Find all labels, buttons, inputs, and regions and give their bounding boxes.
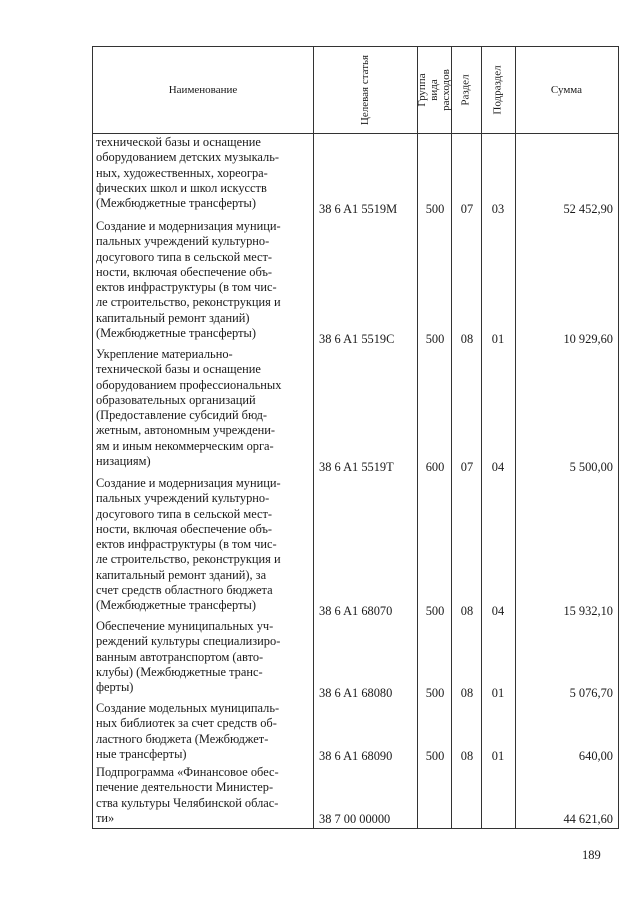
column-divider (451, 47, 452, 828)
row-target-article: 38 6 A1 5519C (319, 332, 395, 346)
page-number: 189 (582, 848, 601, 862)
column-divider (417, 47, 418, 828)
row-expense-group: 600 (425, 460, 445, 474)
row-sum: 10 929,60 (563, 332, 613, 346)
row-description: технической базы и оснащение оборудованием детских музыкаль- ных, художественных, хореогра- фических школ и школ искусств (Межбюджетные трансферты) (96, 135, 279, 211)
row-subsection: 04 (491, 460, 505, 474)
row-sum: 52 452,90 (563, 202, 613, 216)
row-sum: 15 932,10 (563, 604, 613, 618)
row-expense-group: 500 (425, 686, 445, 700)
row-target-article: 38 6 A1 5519M (319, 202, 398, 216)
row-subsection: 03 (491, 202, 505, 216)
header-sum: Сумма (550, 84, 583, 96)
row-sum: 5 500,00 (569, 460, 613, 474)
row-sum: 640,00 (578, 749, 613, 763)
column-divider (481, 47, 482, 828)
header-name: Наименование (168, 84, 238, 96)
row-description: Создание и модернизация муници- пальных учреждений культурно- досугового типа в сельской мест- ности, включая обеспечение объ- ектов инфраструктуры (в том чис- ле строительство, реконструкция и капитальный ремонт зданий), за счет средств областного бюджета (Межбюджетные трансферты) (96, 476, 281, 613)
row-subsection: 01 (491, 686, 505, 700)
row-expense-group: 500 (425, 604, 445, 618)
row-section: 07 (460, 202, 474, 216)
row-description: Создание модельных муниципаль- ных библиотек за счет средств об- ластного бюджета (Межбюджет- ные трансферты) (96, 701, 280, 761)
row-description: Обеспечение муниципальных уч- реждений культуры специализиро- ванным автотранспортом (авто- клубы) (Межбюджетные транс- ферты) (96, 619, 281, 695)
row-sum: 5 076,70 (569, 686, 613, 700)
header-target-article: Целевая статья (359, 54, 371, 126)
column-divider (515, 47, 516, 828)
header-expense-group: Группа вида расходов (416, 69, 453, 111)
row-expense-group: 500 (425, 202, 445, 216)
header-section: Раздел (460, 74, 472, 106)
row-subsection: 04 (491, 604, 505, 618)
row-description: Создание и модернизация муници- пальных учреждений культурно- досугового типа в сельской мест- ности, включая обеспечение объ- ектов инфраструктуры (в том чис- ле строительство, реконструкция и капитальный ремонт зданий) (Межбюджетные трансферты) (96, 219, 281, 341)
row-expense-group: 500 (425, 749, 445, 763)
row-section: 08 (460, 332, 474, 346)
row-target-article: 38 6 A1 5519T (319, 460, 394, 474)
row-subsection: 01 (491, 332, 505, 346)
column-divider (313, 47, 314, 828)
budget-table (92, 46, 619, 829)
header-divider (93, 133, 618, 134)
row-section: 08 (460, 686, 474, 700)
row-target-article: 38 6 A1 68090 (319, 749, 393, 763)
row-expense-group: 500 (425, 332, 445, 346)
header-subsection: Подраздел (492, 65, 505, 115)
row-description: Подпрограмма «Финансовое обес- печение деятельности Министер- ства культуры Челябинской облас- ти» (96, 765, 279, 825)
row-description: Укрепление материально- технической базы и оснащение оборудованием профессиональных образовательных организаций (Предоставление субсидий бюд- жетным, автономным учреждени- ям и иным некоммерческим орга- низациям) (96, 347, 282, 469)
row-section: 08 (460, 604, 474, 618)
row-sum: 44 621,60 (563, 812, 613, 826)
row-target-article: 38 7 00 00000 (319, 812, 391, 826)
row-section: 07 (460, 460, 474, 474)
row-target-article: 38 6 A1 68080 (319, 686, 393, 700)
row-section: 08 (460, 749, 474, 763)
row-target-article: 38 6 A1 68070 (319, 604, 393, 618)
row-subsection: 01 (491, 749, 505, 763)
